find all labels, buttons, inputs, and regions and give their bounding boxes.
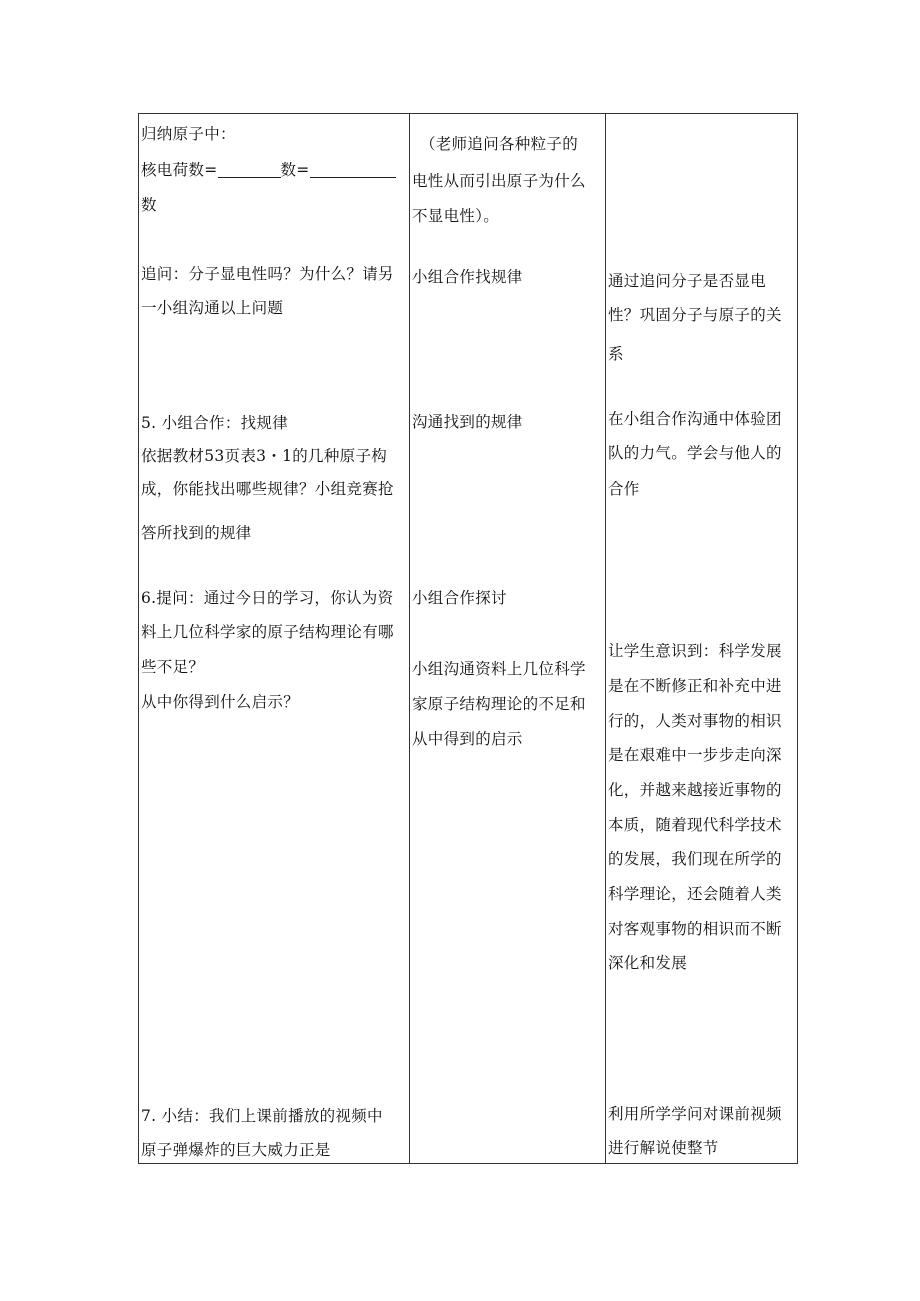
group-explore: 小组合作探讨 [412,589,507,607]
item6-line-4: 从中你得到什么启示？ [141,693,300,711]
follow-up-line-2: 一小组沟通以上问题 [141,299,284,317]
item6-line-2: 料上几位科学家的原子结构理论有哪 [141,623,394,641]
purpose-c-line-4: 是在艰难中一步步走向深 [608,746,782,764]
purpose-b-line-2: 队的力气。学会与他人的 [608,444,782,462]
item7-line-1: 7. 小结：我们上课前播放的视频中 [141,1107,383,1125]
purpose-c-line-1: 让学生意识到：科学发展 [608,642,782,660]
purpose-a-line-1: 通过追问分子是否显电 [608,272,767,290]
summary-formula [141,155,396,186]
item5-line-1: 5. 小组合作：找规律 [141,414,289,432]
summary-unit: 数 [141,196,157,214]
purpose-c-line-2: 是在不断修正和补充中进 [608,677,782,695]
purpose-c-line-8: 科学理论，还会随着人类 [608,885,782,903]
purpose-b-line-3: 合作 [608,480,640,498]
follow-up-line-1: 追问：分子显电性吗？为什么？请另 [141,265,394,283]
item7-line-2: 原子弹爆炸的巨大威力正是 [141,1141,331,1159]
teacher-note-line-2: 电性从而引出原子为什么 [412,172,586,190]
teacher-note-line-3: 不显电性）。 [412,207,500,225]
column-content [139,114,409,1163]
purpose-d-line-2: 进行解说使整节 [608,1139,719,1157]
purpose-c-line-9: 对客观事物的相识而不断 [608,920,782,938]
purpose-a-line-2: 性？巩固分子与原子的关 [608,306,782,324]
purpose-c-line-10: 深化和发展 [608,954,688,972]
purpose-c-line-3: 行的，人类对事物的相识 [608,712,782,730]
item6-line-3: 些不足？ [141,658,205,676]
column-intent [606,114,798,1163]
group-rule: 小组合作找规律 [412,268,523,286]
item6-line-1: 6.提问：通过今日的学习，你认为资 [141,589,394,607]
group-discuss-line-2: 家原子结构理论的不足和 [412,695,586,713]
purpose-c-line-6: 本质，随着现代科学技术 [608,816,782,834]
teacher-note-line-1: （老师追问各种粒子的 [420,135,579,153]
share-rule: 沟通找到的规律 [412,413,523,431]
group-discuss-line-3: 从中得到的启示 [412,730,523,748]
purpose-a-line-3: 系 [608,345,624,363]
formula-blank-2 [310,159,396,178]
purpose-b-line-1: 在小组合作沟通中体验团 [608,410,782,428]
group-discuss-line-1: 小组沟通资料上几位科学 [412,660,586,678]
summary-heading: 归纳原子中： [141,125,236,143]
item5-line-4: 答所找到的规律 [141,524,252,542]
formula-blank-1 [218,159,281,178]
purpose-d-line-1: 利用所学学问对课前视频 [608,1105,782,1123]
lesson-plan-table [138,113,798,1164]
formula-label-b: 数= [280,161,310,179]
item5-line-2: 依据教材53页表3・1的几种原子构 [141,447,388,465]
column-activity [410,114,605,1163]
formula-label-a: 核电荷数= [141,161,218,179]
purpose-c-line-7: 的发展，我们现在所学的 [608,850,782,868]
purpose-c-line-5: 化，并越来越接近事物的 [608,781,782,799]
item5-line-3: 成，你能找出哪些规律？小组竞赛抢 [141,480,394,498]
